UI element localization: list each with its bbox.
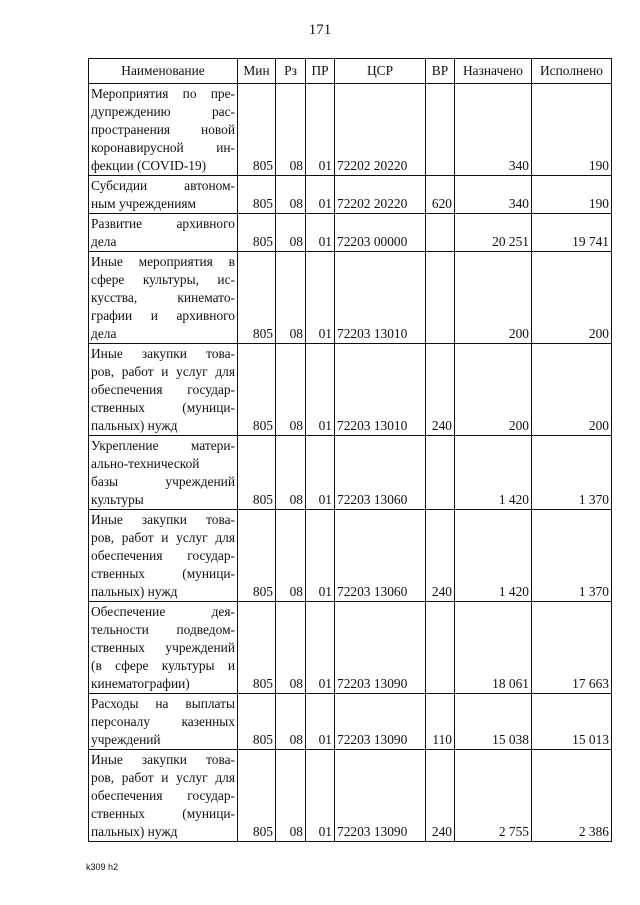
row-name bbox=[89, 750, 238, 842]
cell-rz: 08 bbox=[276, 176, 306, 214]
header-csr: ЦСР bbox=[335, 59, 426, 84]
cell-vr bbox=[426, 252, 455, 344]
row-name-line: пальных) нужд bbox=[91, 418, 178, 433]
cell-csr: 72203 13060 bbox=[335, 436, 426, 510]
header-vr: ВР bbox=[426, 59, 455, 84]
cell-min: 805 bbox=[238, 510, 276, 602]
row-name-line: дупреждению рас- bbox=[91, 104, 235, 119]
cell-vr bbox=[426, 84, 455, 176]
cell-pr: 01 bbox=[306, 602, 335, 694]
table-row bbox=[89, 694, 612, 750]
cell-executed: 1 370 bbox=[532, 436, 612, 510]
cell-min: 805 bbox=[238, 84, 276, 176]
row-name-line: базы учреждений bbox=[91, 474, 235, 489]
row-name-line: кинематографии) bbox=[91, 676, 190, 691]
cell-executed: 190 bbox=[532, 176, 612, 214]
row-name-line: Иные закупки това- bbox=[91, 512, 235, 527]
cell-csr: 72203 13010 bbox=[335, 344, 426, 436]
row-name-line: Иные закупки това- bbox=[91, 752, 235, 767]
row-name-line: кусства, кинемато- bbox=[91, 290, 235, 305]
row-name-line: ров, работ и услуг для bbox=[91, 530, 235, 545]
footer-code: k309 h2 bbox=[86, 862, 119, 872]
table-row bbox=[89, 214, 612, 252]
cell-pr: 01 bbox=[306, 214, 335, 252]
row-name-line: пространения новой bbox=[91, 122, 235, 137]
row-name-line: Иные закупки това- bbox=[91, 346, 235, 361]
row-name-line: обеспечения государ- bbox=[91, 382, 235, 397]
table-row bbox=[89, 344, 612, 436]
table-body bbox=[89, 84, 612, 842]
cell-vr bbox=[426, 602, 455, 694]
table-row bbox=[89, 750, 612, 842]
row-name bbox=[89, 176, 238, 214]
table-row bbox=[89, 510, 612, 602]
row-name-line: пальных) нужд bbox=[91, 824, 178, 839]
row-name-line: обеспечения государ- bbox=[91, 548, 235, 563]
cell-pr: 01 bbox=[306, 252, 335, 344]
cell-executed: 200 bbox=[532, 252, 612, 344]
cell-csr: 72203 13090 bbox=[335, 694, 426, 750]
row-name bbox=[89, 344, 238, 436]
cell-csr: 72203 13090 bbox=[335, 750, 426, 842]
cell-executed: 2 386 bbox=[532, 750, 612, 842]
cell-pr: 01 bbox=[306, 84, 335, 176]
cell-rz: 08 bbox=[276, 436, 306, 510]
cell-assigned: 20 251 bbox=[455, 214, 532, 252]
table-row bbox=[89, 252, 612, 344]
table-header-row bbox=[89, 59, 612, 84]
table-row bbox=[89, 436, 612, 510]
table-row bbox=[89, 84, 612, 176]
cell-executed: 1 370 bbox=[532, 510, 612, 602]
row-name-line: тельности подведом- bbox=[91, 622, 235, 637]
cell-rz: 08 bbox=[276, 84, 306, 176]
budget-table bbox=[88, 58, 612, 842]
cell-pr: 01 bbox=[306, 344, 335, 436]
cell-executed: 19 741 bbox=[532, 214, 612, 252]
row-name-line: ров, работ и услуг для bbox=[91, 770, 235, 785]
cell-rz: 08 bbox=[276, 344, 306, 436]
table-row bbox=[89, 176, 612, 214]
cell-min: 805 bbox=[238, 344, 276, 436]
cell-assigned: 15 038 bbox=[455, 694, 532, 750]
cell-csr: 72202 20220 bbox=[335, 176, 426, 214]
cell-vr: 110 bbox=[426, 694, 455, 750]
cell-executed: 17 663 bbox=[532, 602, 612, 694]
cell-rz: 08 bbox=[276, 694, 306, 750]
row-name-line: ственных учреждений bbox=[91, 640, 235, 655]
row-name-line: обеспечения государ- bbox=[91, 788, 235, 803]
cell-pr: 01 bbox=[306, 750, 335, 842]
cell-min: 805 bbox=[238, 214, 276, 252]
row-name-line: ственных (муници- bbox=[91, 806, 235, 821]
row-name-line: ственных (муници- bbox=[91, 400, 235, 415]
row-name-line: ально-технической bbox=[91, 456, 200, 471]
row-name bbox=[89, 510, 238, 602]
cell-min: 805 bbox=[238, 176, 276, 214]
header-rz: Рз bbox=[276, 59, 306, 84]
row-name-line: Развитие архивного bbox=[91, 216, 235, 231]
table-row bbox=[89, 602, 612, 694]
cell-rz: 08 bbox=[276, 750, 306, 842]
cell-csr: 72203 13010 bbox=[335, 252, 426, 344]
row-name-line: фекции (COVID-19) bbox=[91, 158, 207, 173]
row-name-line: графии и архивного bbox=[91, 308, 235, 323]
cell-assigned: 1 420 bbox=[455, 436, 532, 510]
row-name-line: Иные мероприятия в bbox=[91, 254, 235, 269]
cell-min: 805 bbox=[238, 252, 276, 344]
row-name-line: Субсидии автоном- bbox=[91, 178, 235, 193]
row-name-line: (в сфере культуры и bbox=[91, 658, 235, 673]
cell-rz: 08 bbox=[276, 214, 306, 252]
row-name-line: культуры bbox=[91, 492, 144, 507]
cell-min: 805 bbox=[238, 436, 276, 510]
cell-min: 805 bbox=[238, 602, 276, 694]
cell-assigned: 340 bbox=[455, 84, 532, 176]
row-name-line: Обеспечение дея- bbox=[91, 604, 235, 619]
row-name-line: персоналу казенных bbox=[91, 714, 235, 729]
row-name bbox=[89, 602, 238, 694]
row-name-line: ственных (муници- bbox=[91, 566, 235, 581]
header-executed: Исполнено bbox=[532, 59, 612, 84]
cell-assigned: 340 bbox=[455, 176, 532, 214]
header-pr: ПР bbox=[306, 59, 335, 84]
row-name-line: пальных) нужд bbox=[91, 584, 178, 599]
row-name-line: сфере культуры, ис- bbox=[91, 272, 235, 287]
cell-executed: 15 013 bbox=[532, 694, 612, 750]
row-name-line: дела bbox=[91, 234, 117, 249]
cell-vr bbox=[426, 436, 455, 510]
row-name-line: ров, работ и услуг для bbox=[91, 364, 235, 379]
row-name-line: Расходы на выплаты bbox=[91, 696, 235, 711]
cell-vr bbox=[426, 214, 455, 252]
cell-min: 805 bbox=[238, 694, 276, 750]
cell-rz: 08 bbox=[276, 252, 306, 344]
cell-csr: 72202 20220 bbox=[335, 84, 426, 176]
cell-rz: 08 bbox=[276, 510, 306, 602]
row-name bbox=[89, 252, 238, 344]
header-assigned: Назначено bbox=[455, 59, 532, 84]
row-name bbox=[89, 214, 238, 252]
cell-vr: 240 bbox=[426, 344, 455, 436]
cell-csr: 72203 13060 bbox=[335, 510, 426, 602]
cell-executed: 200 bbox=[532, 344, 612, 436]
cell-min: 805 bbox=[238, 750, 276, 842]
cell-vr: 620 bbox=[426, 176, 455, 214]
row-name-line: дела bbox=[91, 326, 117, 341]
cell-csr: 72203 00000 bbox=[335, 214, 426, 252]
cell-assigned: 200 bbox=[455, 252, 532, 344]
header-min: Мин bbox=[238, 59, 276, 84]
page-number: 171 bbox=[308, 22, 332, 38]
cell-rz: 08 bbox=[276, 602, 306, 694]
row-name-line: Укрепление матери- bbox=[91, 438, 235, 453]
cell-assigned: 1 420 bbox=[455, 510, 532, 602]
cell-assigned: 200 bbox=[455, 344, 532, 436]
row-name-line: учреждений bbox=[91, 732, 161, 747]
cell-vr: 240 bbox=[426, 510, 455, 602]
cell-assigned: 18 061 bbox=[455, 602, 532, 694]
cell-pr: 01 bbox=[306, 694, 335, 750]
row-name-line: коронавирусной ин- bbox=[91, 140, 235, 155]
row-name-line: ным учреждениям bbox=[91, 196, 197, 211]
cell-pr: 01 bbox=[306, 176, 335, 214]
row-name bbox=[89, 694, 238, 750]
row-name bbox=[89, 84, 238, 176]
header-name: Наименование bbox=[89, 59, 238, 84]
cell-vr: 240 bbox=[426, 750, 455, 842]
cell-pr: 01 bbox=[306, 510, 335, 602]
cell-pr: 01 bbox=[306, 436, 335, 510]
cell-assigned: 2 755 bbox=[455, 750, 532, 842]
row-name-line: Мероприятия по пре- bbox=[91, 86, 235, 101]
row-name bbox=[89, 436, 238, 510]
cell-csr: 72203 13090 bbox=[335, 602, 426, 694]
cell-executed: 190 bbox=[532, 84, 612, 176]
